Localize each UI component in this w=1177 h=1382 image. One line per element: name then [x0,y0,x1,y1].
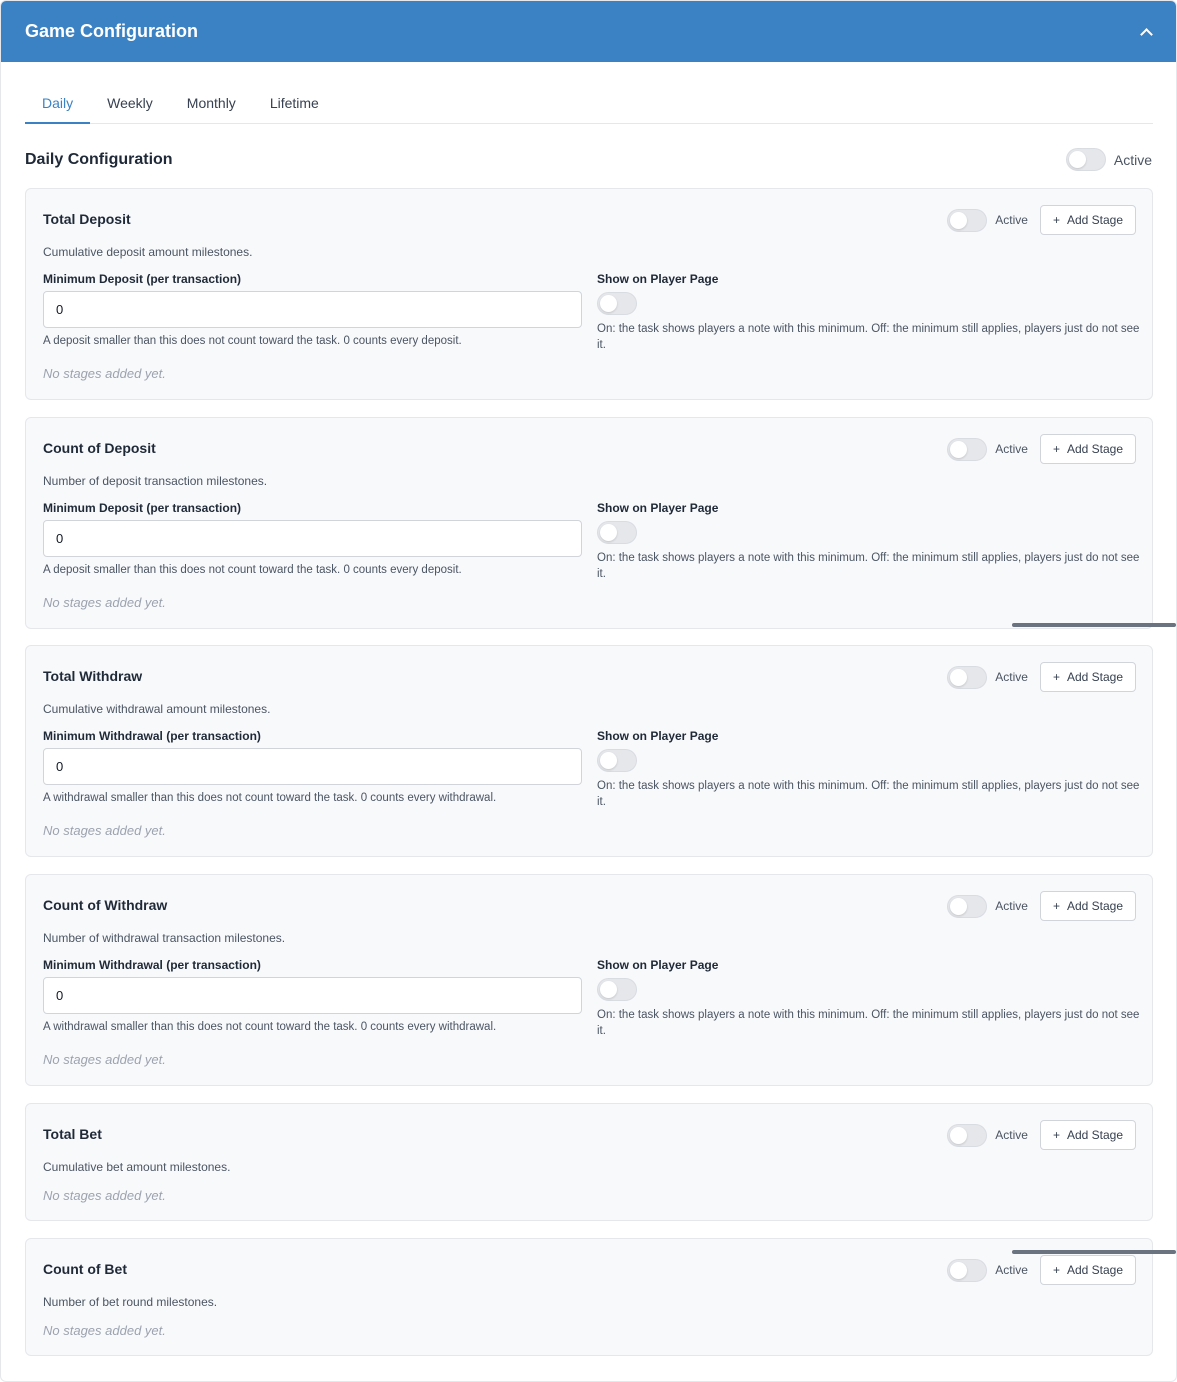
card-active-toggle[interactable] [947,895,987,918]
card-active-label: Active [995,442,1028,456]
plus-icon: + [1052,442,1060,456]
card-total-bet [25,1103,1153,1221]
show-on-player-label: Show on Player Page [597,272,719,286]
tab-daily[interactable]: Daily [25,85,90,124]
card-active-label: Active [995,899,1028,913]
min-withdrawal-label: Minimum Withdrawal (per transaction) [43,958,261,972]
period-tabs [25,85,1153,124]
plus-icon: + [1052,670,1060,684]
card-count-of-bet [25,1238,1153,1356]
min-withdrawal-help: A withdrawal smaller than this does not count toward the task. 0 counts every withdrawal. [43,792,497,804]
show-on-player-toggle[interactable] [597,978,637,1001]
card-title: Total Deposit [43,211,131,227]
card-active-toggle[interactable] [947,438,987,461]
add-stage-label: Add Stage [1066,670,1123,684]
card-active-toggle[interactable] [947,1259,987,1282]
add-stage-button[interactable] [1040,1120,1136,1150]
card-active-toggle[interactable] [947,666,987,689]
card-count-of-deposit [25,417,1153,629]
card-total-withdraw [25,645,1153,857]
card-controls [947,662,1136,692]
tab-weekly[interactable]: Weekly [107,95,153,111]
card-title: Total Bet [43,1126,102,1142]
global-active-toggle[interactable] [1066,148,1106,171]
show-on-player-label: Show on Player Page [597,501,719,515]
empty-stages-text: No stages added yet. [43,1188,166,1203]
add-stage-button[interactable] [1040,434,1136,464]
add-stage-label: Add Stage [1066,899,1123,913]
card-total-deposit [25,188,1153,400]
card-count-of-withdraw [25,874,1153,1086]
min-deposit-input[interactable] [43,291,582,328]
scrollbar-indicator[interactable] [1012,1250,1176,1254]
card-active-label: Active [995,1263,1028,1277]
card-description: Number of bet round milestones. [43,1295,218,1309]
card-controls [947,1255,1136,1285]
card-active-toggle[interactable] [947,1124,987,1147]
plus-icon: + [1052,213,1060,227]
card-active-label: Active [995,670,1028,684]
add-stage-button[interactable] [1040,662,1136,692]
tab-monthly[interactable]: Monthly [186,95,236,111]
add-stage-label: Add Stage [1066,442,1123,456]
add-stage-button[interactable] [1040,205,1136,235]
show-on-player-label: Show on Player Page [597,958,719,972]
card-title: Count of Withdraw [43,897,168,913]
card-title: Count of Bet [43,1261,127,1277]
tab-lifetime[interactable]: Lifetime [269,95,319,111]
card-active-toggle[interactable] [947,209,987,232]
add-stage-label: Add Stage [1066,213,1123,227]
empty-stages-text: No stages added yet. [43,1323,166,1338]
show-on-player-toggle[interactable] [597,521,637,544]
add-stage-button[interactable] [1040,891,1136,921]
empty-stages-text: No stages added yet. [43,1052,166,1067]
global-active-label: Active [1113,151,1152,168]
min-withdrawal-label: Minimum Withdrawal (per transaction) [43,729,261,743]
show-on-player-help: On: the task shows players a note with this minimum. Off: the minimum still applies, players just do not see it. [597,552,1140,580]
show-on-player-help: On: the task shows players a note with this minimum. Off: the minimum still applies, players just do not see it. [597,1009,1140,1037]
min-deposit-help: A deposit smaller than this does not count toward the task. 0 counts every deposit. [43,564,462,576]
plus-icon: + [1052,899,1060,913]
panel-header[interactable] [1,1,1176,62]
min-withdrawal-input[interactable] [43,748,582,785]
show-on-player-help: On: the task shows players a note with this minimum. Off: the minimum still applies, players just do not see it. [597,323,1140,351]
card-description: Cumulative deposit amount milestones. [43,245,253,259]
chevron-up-icon[interactable] [1140,26,1152,38]
card-controls [947,891,1136,921]
add-stage-label: Add Stage [1066,1263,1123,1277]
card-description: Number of withdrawal transaction milestones. [43,931,286,945]
card-description: Cumulative bet amount milestones. [43,1160,231,1174]
global-active-control [1066,148,1152,171]
card-title: Count of Deposit [43,440,156,456]
panel-title: Game Configuration [25,21,199,41]
show-on-player-help: On: the task shows players a note with this minimum. Off: the minimum still applies, players just do not see it. [597,780,1140,808]
scrollbar-indicator[interactable] [1012,623,1176,627]
card-active-label: Active [995,213,1028,227]
section-title: Daily Configuration [25,151,173,168]
card-controls [947,205,1136,235]
min-deposit-label: Minimum Deposit (per transaction) [43,272,242,286]
card-description: Cumulative withdrawal amount milestones. [43,702,271,716]
show-on-player-toggle[interactable] [597,292,637,315]
plus-icon: + [1052,1263,1060,1277]
plus-icon: + [1052,1128,1060,1142]
empty-stages-text: No stages added yet. [43,366,166,381]
empty-stages-text: No stages added yet. [43,595,166,610]
card-controls [947,1120,1136,1150]
min-withdrawal-input[interactable] [43,977,582,1014]
add-stage-button[interactable] [1040,1255,1136,1285]
card-active-label: Active [995,1128,1028,1142]
min-withdrawal-help: A withdrawal smaller than this does not count toward the task. 0 counts every withdrawal. [43,1021,497,1033]
card-controls [947,434,1136,464]
card-title: Total Withdraw [43,668,143,684]
min-deposit-label: Minimum Deposit (per transaction) [43,501,242,515]
show-on-player-toggle[interactable] [597,749,637,772]
card-description: Number of deposit transaction milestones. [43,474,268,488]
min-deposit-input[interactable] [43,520,582,557]
show-on-player-label: Show on Player Page [597,729,719,743]
min-deposit-help: A deposit smaller than this does not count toward the task. 0 counts every deposit. [43,335,462,347]
empty-stages-text: No stages added yet. [43,823,166,838]
add-stage-label: Add Stage [1066,1128,1123,1142]
